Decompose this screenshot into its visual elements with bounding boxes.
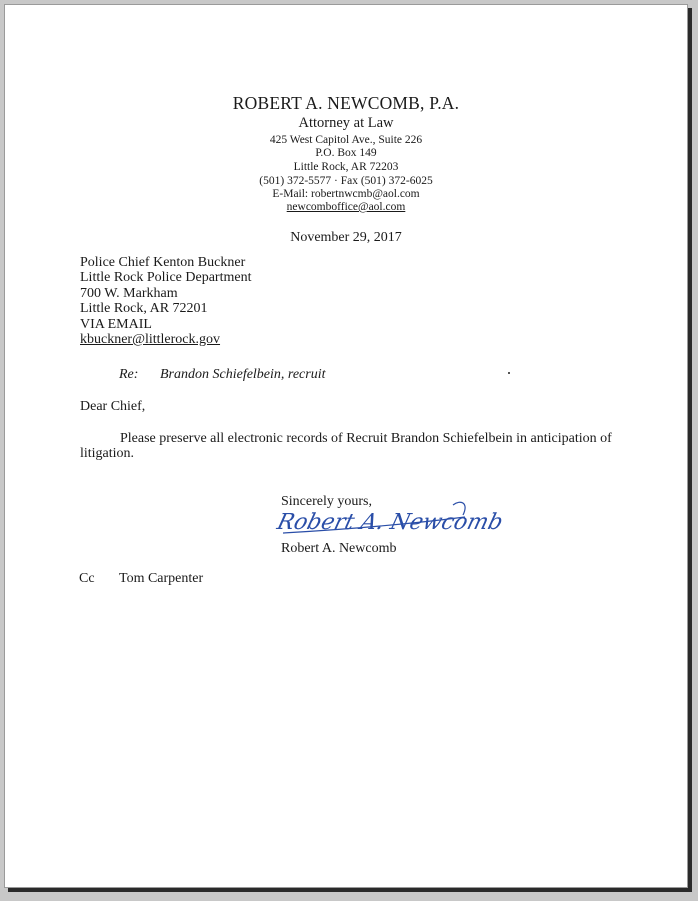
address-line-3: Little Rock, AR 72203 <box>293 161 399 173</box>
signature-text: Robert A. Newcomb <box>274 509 506 535</box>
scan-speck <box>508 372 510 374</box>
recipient-city: Little Rock, AR 72201 <box>80 301 208 317</box>
recipient-block <box>80 255 251 347</box>
body-paragraph <box>80 431 620 462</box>
cc-line <box>79 571 203 587</box>
letter-page <box>4 4 688 888</box>
body-text: Please preserve all electronic records of Recruit Brandon Schiefelbein in anticipation of litigation. <box>80 431 612 462</box>
address-line-2: P.O. Box 149 <box>315 147 377 159</box>
firm-email: E-Mail: robertnwcmb@aol.com <box>272 188 420 200</box>
delivery-method: VIA EMAIL <box>80 316 152 332</box>
firm-name: ROBERT A. NEWCOMB, P.A. <box>232 93 460 113</box>
recipient-name: Police Chief Kenton Buckner <box>80 255 246 270</box>
cc-label: Cc <box>79 571 95 586</box>
recipient-email: kbuckner@littlerock.gov <box>80 332 221 348</box>
firm-email-2: newcomboffice@aol.com <box>286 201 406 213</box>
recipient-street: 700 W. Markham <box>80 285 178 301</box>
signature-icon <box>274 493 506 543</box>
firm-title: Attorney at Law <box>298 115 394 131</box>
cc-name: Tom Carpenter <box>119 571 204 586</box>
letter-date: November 29, 2017 <box>290 230 402 245</box>
address-line-1: 425 West Capitol Ave., Suite 226 <box>269 134 423 146</box>
salutation: Dear Chief, <box>80 399 146 414</box>
recipient-organization: Little Rock Police Department <box>80 270 252 286</box>
re-subject: Brandon Schiefelbein, recruit <box>160 367 326 382</box>
signer-name: Robert A. Newcomb <box>281 541 397 556</box>
phone-fax: (501) 372-5577 · Fax (501) 372-6025 <box>259 175 433 187</box>
re-label: Re: <box>119 367 139 382</box>
closing: Sincerely yours, <box>281 494 372 509</box>
re-line <box>119 367 326 383</box>
